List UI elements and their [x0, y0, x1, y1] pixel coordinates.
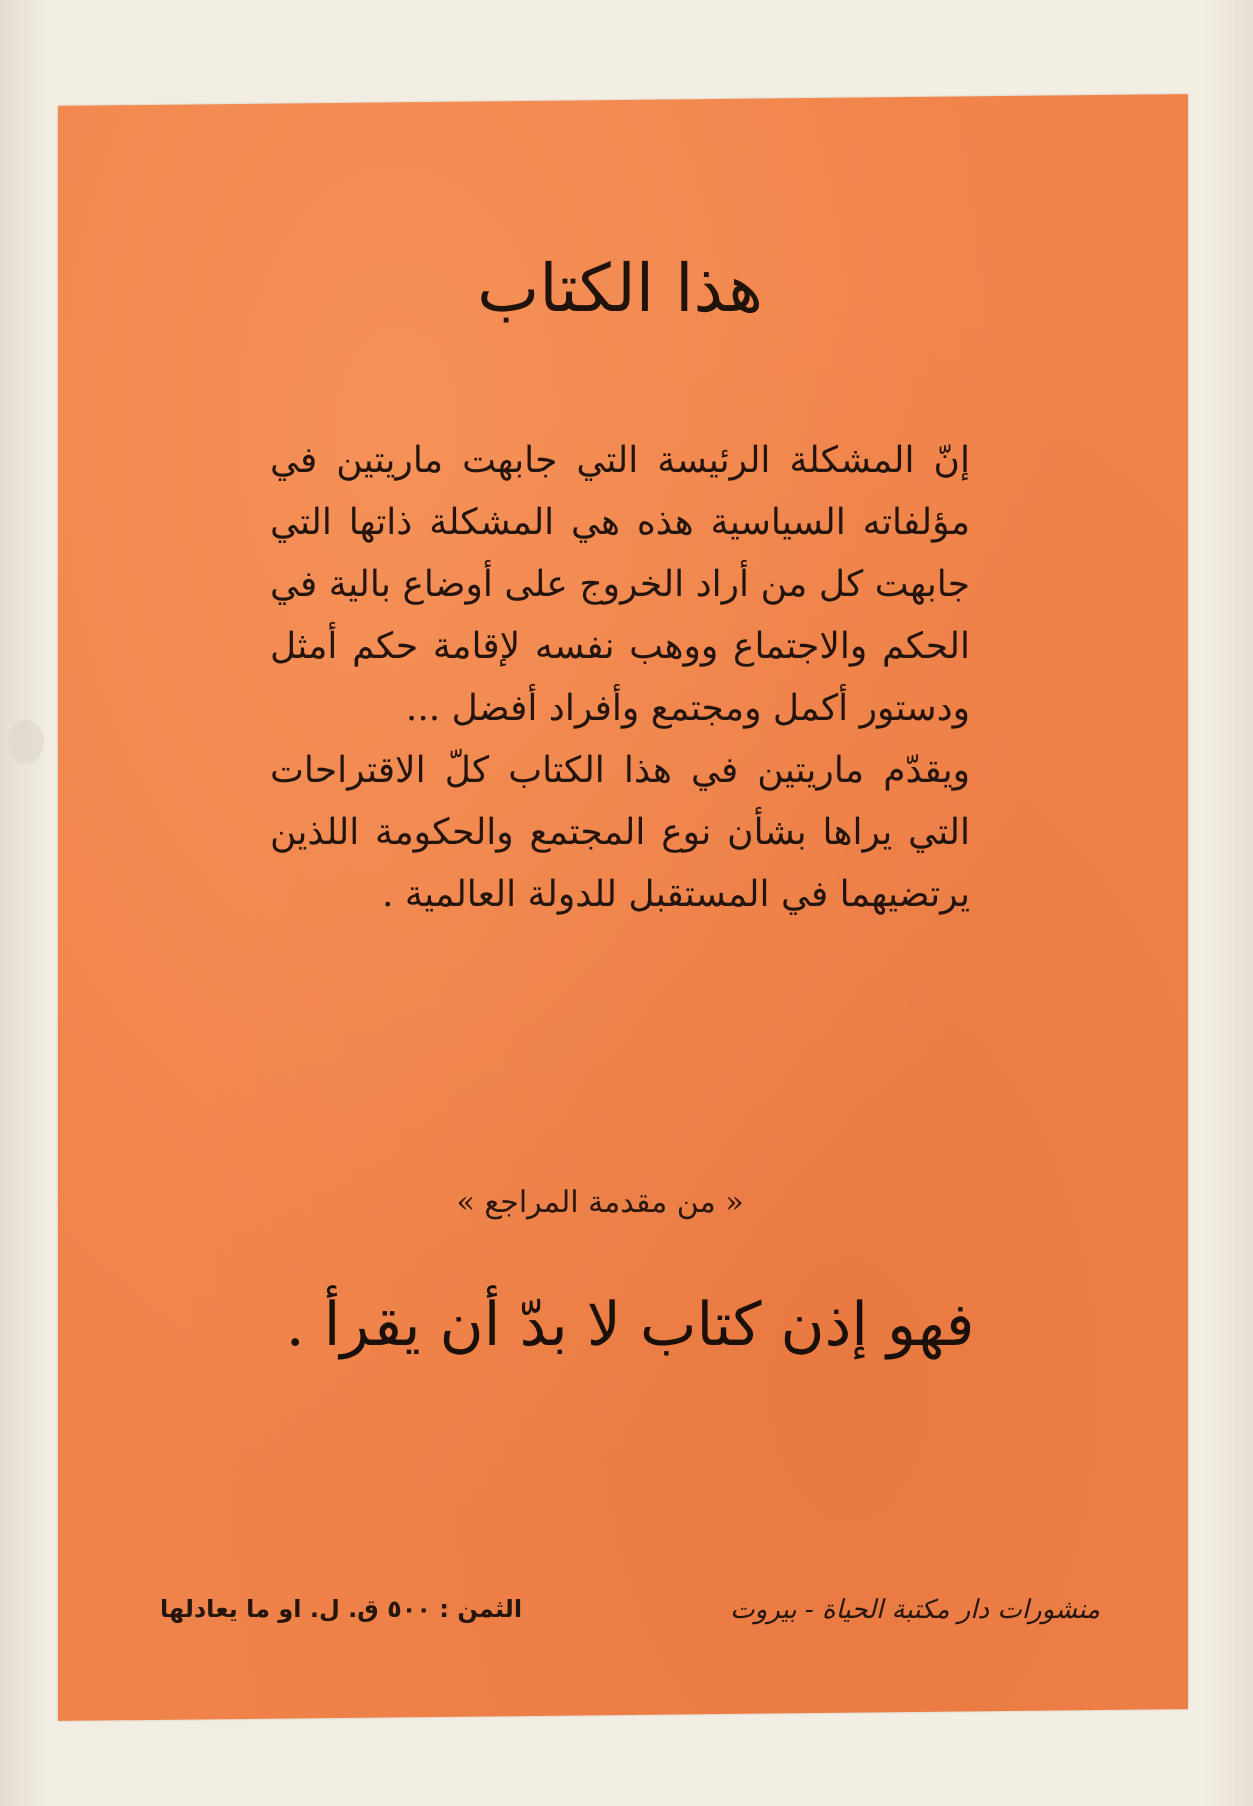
quote-source: « من مقدمة المراجع » [456, 1185, 744, 1220]
description-paragraph-2: ويقدّم ماريتين في هذا الكتاب كلّ الاقتراحات التي يراها بشأن نوع المجتمع والحكومة اللذين يرتضيهما في المستقبل للدولة العالمية . [270, 750, 970, 915]
slogan: فهو إذن كتاب لا بدّ أن يقرأ . [285, 1290, 975, 1360]
description-paragraph-1: إنّ المشكلة الرئيسة التي جابهت ماريتين في مؤلفاته السياسية هذه هي المشكلة ذاتها التي جابهت كل من أراد الخروج على أوضاع بالية في الحكم والاجتماع ووهب نفسه لإقامة حكم أمثل ودستور أكمل ومجتمع وأفراد أفضل ... [270, 440, 970, 729]
description-text [270, 430, 970, 926]
book-title: هذا الكتاب [477, 250, 763, 327]
publisher-label: منشورات دار مكتبة الحياة - بيروت [730, 1595, 1100, 1625]
price-label: الثمن : ٥٠٠ ق. ل. او ما يعادلها [160, 1595, 523, 1623]
paper-stain [8, 720, 44, 764]
